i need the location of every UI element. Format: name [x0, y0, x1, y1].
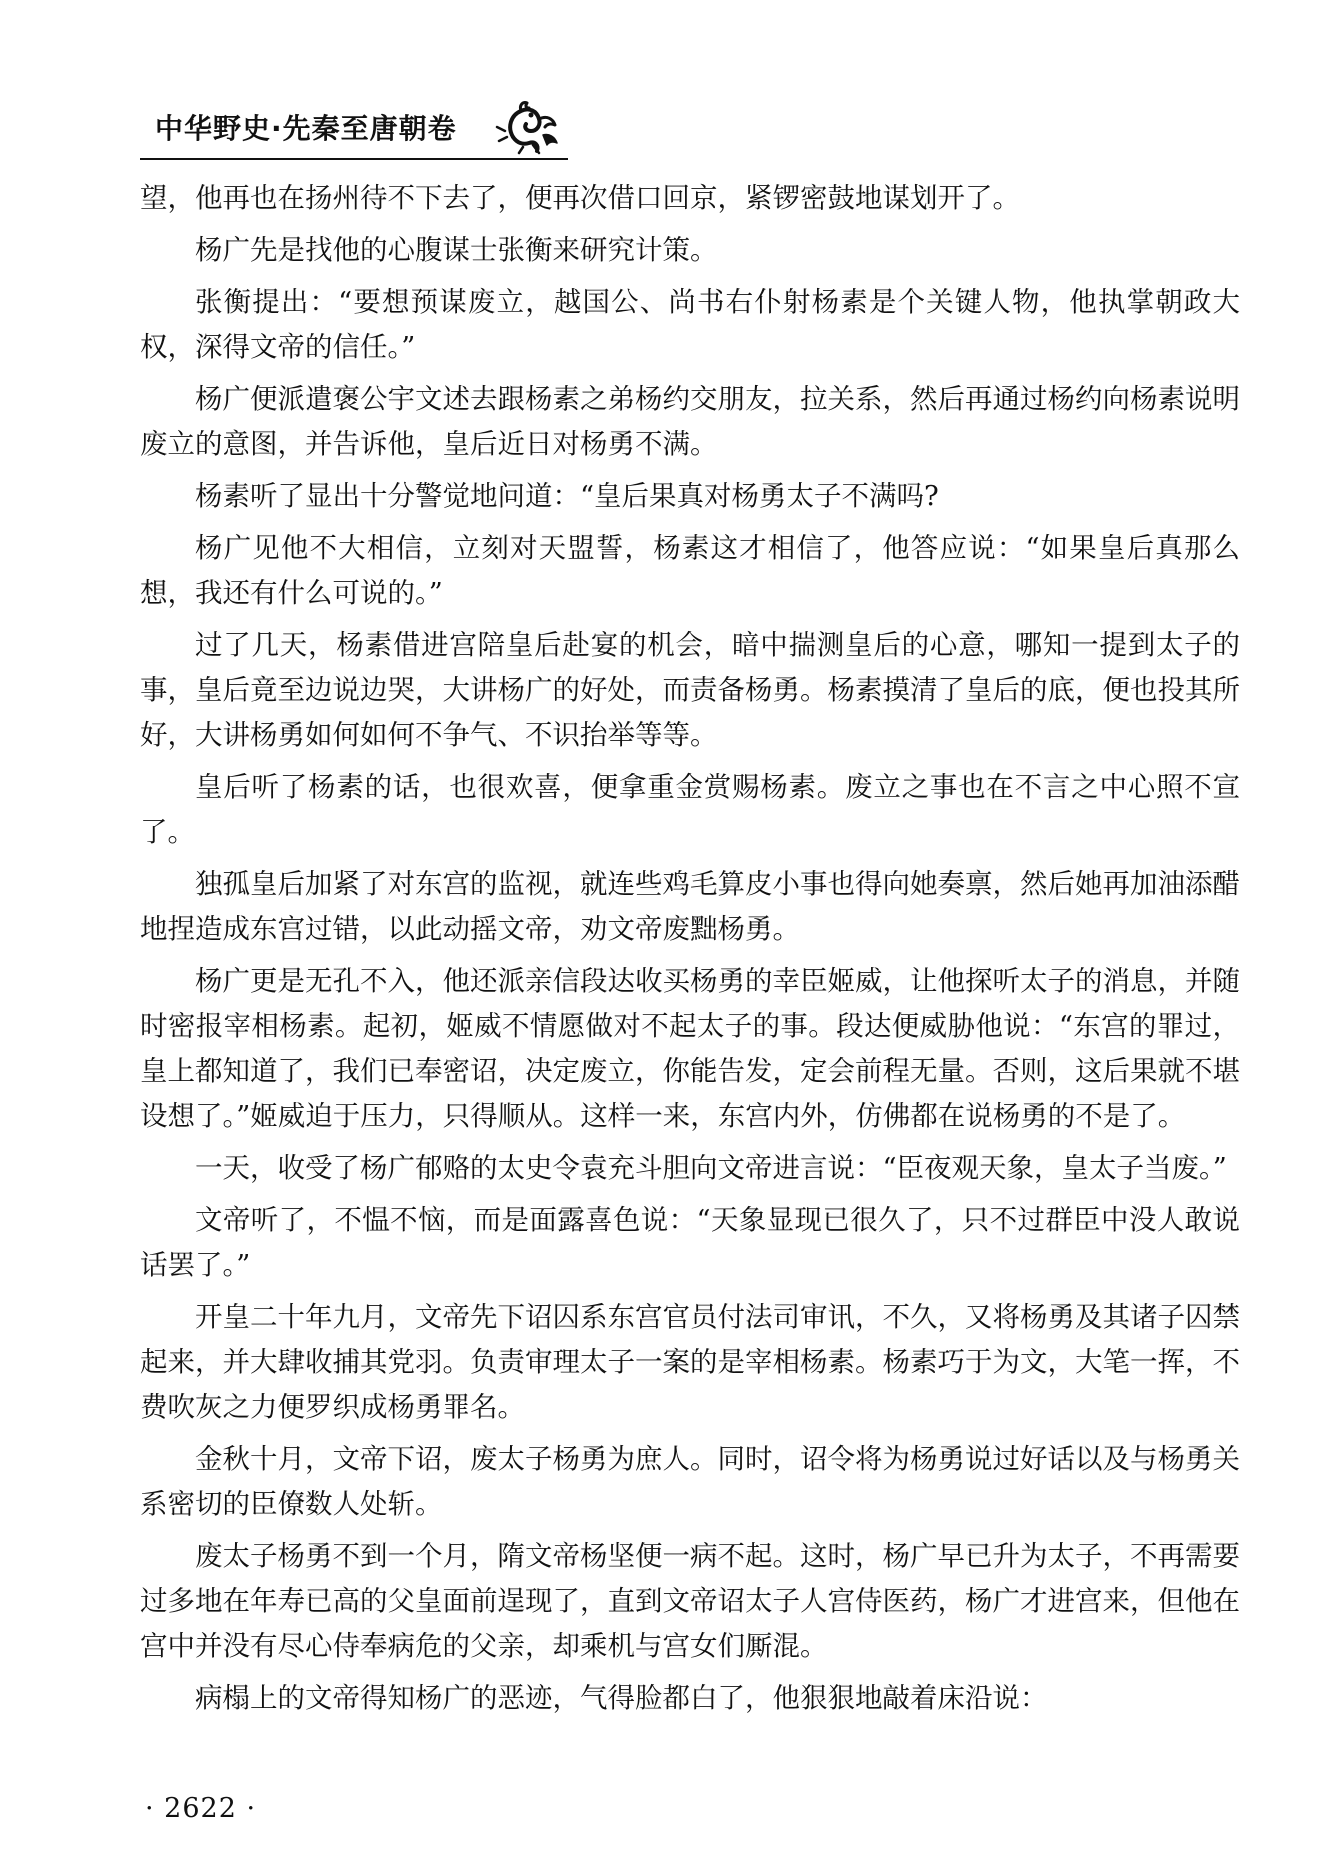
page-body — [140, 176, 1240, 1728]
paragraph: 望，他再也在扬州待不下去了，便再次借口回京，紧锣密鼓地谋划开了。 — [140, 182, 1020, 214]
paragraph: 过了几天，杨素借进宫陪皇后赴宴的机会，暗中揣测皇后的心意，哪知一提到太子的事，皇后竟至边说边哭，大讲杨广的好处，而责备杨勇。杨素摸清了皇后的底，便也投其所好，大讲杨勇如何如何不争气、不识抬举等等。 — [140, 629, 1240, 751]
paragraph: 皇后听了杨素的话，也很欢喜，便拿重金赏赐杨素。废立之事也在不言之中心照不宣了。 — [140, 771, 1240, 848]
paragraph: 杨素听了显出十分警觉地问道：“皇后果真对杨勇太子不满吗? — [195, 480, 939, 512]
paragraph: 杨广更是无孔不入，他还派亲信段达收买杨勇的幸臣姬威，让他探听太子的消息，并随时密报宰相杨素。起初，姬威不情愿做对不起太子的事。段达便威胁他说：“东宫的罪过，皇上都知道了，我们已奉密诏，决定废立，你能告发，定会前程无量。否则，这后果就不堪设想了。”姬威迫于压力，只得顺从。这样一来，东宫内外，仿佛都在说杨勇的不是了。 — [140, 965, 1240, 1132]
paragraph: 杨广便派遣褒公宇文述去跟杨素之弟杨约交朋友，拉关系，然后再通过杨约向杨素说明废立的意图，并告诉他，皇后近日对杨勇不满。 — [140, 383, 1240, 460]
book-title: 中华野史·先秦至唐朝卷 — [155, 112, 457, 145]
paragraph: 一天，收受了杨广郁赂的太史令袁充斗胆向文帝进言说：“臣夜观天象，皇太子当废。” — [195, 1152, 1227, 1184]
paragraph: 杨广先是找他的心腹谋士张衡来研究计策。 — [195, 234, 718, 266]
paragraph: 金秋十月，文帝下诏，废太子杨勇为庶人。同时，诏令将为杨勇说过好话以及与杨勇关系密切的臣僚数人处斩。 — [140, 1443, 1240, 1520]
page-number: · 2622 · — [145, 1793, 257, 1824]
paragraph: 废太子杨勇不到一个月，隋文帝杨坚便一病不起。这时，杨广早已升为太子，不再需要过多地在年寿已高的父皇面前逞现了，直到文帝诏太子人宫侍医药，杨广才进宫来，但他在宫中并没有尽心侍奉病危的父亲，却乘机与宫女们厮混。 — [140, 1540, 1240, 1662]
header-rule — [140, 158, 568, 160]
paragraph: 张衡提出：“要想预谋废立，越国公、尚书右仆射杨素是个关键人物，他执掌朝政大权，深得文帝的信任。” — [140, 286, 1240, 363]
paragraph: 杨广见他不大相信，立刻对天盟誓，杨素这才相信了，他答应说：“如果皇后真那么想，我还有什么可说的。” — [140, 532, 1240, 609]
paragraph: 独孤皇后加紧了对东宫的监视，就连些鸡毛算皮小事也得向她奏禀，然后她再加油添醋地捏造成东宫过错，以此动摇文帝，劝文帝废黜杨勇。 — [140, 868, 1240, 945]
running-header — [155, 95, 565, 157]
paragraph: 病榻上的文帝得知杨广的恶迹，气得脸都白了，他狠狠地敲着床沿说： — [195, 1682, 1048, 1714]
paragraph: 开皇二十年九月，文帝先下诏囚系东宫官员付法司审讯，不久，又将杨勇及其诸子囚禁起来，并大肆收捕其党羽。负责审理太子一案的是宰相杨素。杨素巧于为文，大笔一挥，不费吹灰之力便罗织成杨勇罪名。 — [140, 1301, 1240, 1423]
dragon-emblem-icon — [493, 97, 563, 155]
paragraph: 文帝听了，不愠不恼，而是面露喜色说：“天象显现已很久了，只不过群臣中没人敢说话罢了。” — [140, 1204, 1240, 1281]
